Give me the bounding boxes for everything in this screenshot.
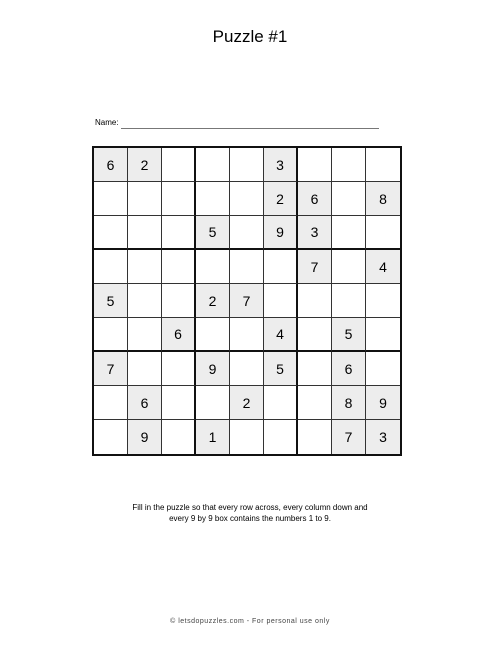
sudoku-cell[interactable]	[94, 182, 128, 216]
sudoku-cell[interactable]	[196, 250, 230, 284]
sudoku-cell[interactable]: 8	[332, 386, 366, 420]
sudoku-cell[interactable]	[162, 352, 196, 386]
sudoku-cell[interactable]	[366, 352, 400, 386]
sudoku-cell[interactable]	[298, 284, 332, 318]
sudoku-cell[interactable]	[128, 216, 162, 250]
footer-copyright: © letsdopuzzles.com - For personal use only	[170, 618, 330, 625]
sudoku-cell[interactable]	[230, 420, 264, 454]
sudoku-cell[interactable]: 4	[366, 250, 400, 284]
sudoku-cell[interactable]	[128, 318, 162, 352]
sudoku-cell[interactable]	[94, 216, 128, 250]
sudoku-cell[interactable]	[230, 148, 264, 182]
sudoku-cell[interactable]	[162, 250, 196, 284]
sudoku-cell[interactable]	[332, 148, 366, 182]
sudoku-cell[interactable]	[162, 148, 196, 182]
sudoku-cell[interactable]: 5	[196, 216, 230, 250]
sudoku-cell[interactable]: 8	[366, 182, 400, 216]
page-title: Puzzle #1	[212, 27, 288, 46]
sudoku-cell[interactable]	[94, 250, 128, 284]
sudoku-cell[interactable]	[94, 318, 128, 352]
sudoku-cell[interactable]	[230, 250, 264, 284]
sudoku-cell[interactable]	[196, 182, 230, 216]
sudoku-cell[interactable]: 2	[264, 182, 298, 216]
name-line[interactable]	[121, 119, 379, 129]
sudoku-cell[interactable]	[264, 284, 298, 318]
sudoku-cell[interactable]	[230, 318, 264, 352]
sudoku-cell[interactable]	[230, 182, 264, 216]
sudoku-cell[interactable]	[94, 420, 128, 454]
sudoku-cell[interactable]: 3	[298, 216, 332, 250]
sudoku-cell[interactable]	[162, 284, 196, 318]
sudoku-cell[interactable]: 1	[196, 420, 230, 454]
sudoku-cell[interactable]	[196, 318, 230, 352]
sudoku-cell[interactable]	[128, 284, 162, 318]
sudoku-cell[interactable]: 6	[332, 352, 366, 386]
sudoku-cell[interactable]	[332, 216, 366, 250]
name-label: Name:	[95, 118, 119, 127]
sudoku-cell[interactable]	[298, 386, 332, 420]
sudoku-cell[interactable]	[162, 216, 196, 250]
sudoku-grid	[92, 146, 402, 456]
sudoku-cell[interactable]	[298, 420, 332, 454]
sudoku-cell[interactable]: 5	[94, 284, 128, 318]
sudoku-cell[interactable]: 2	[230, 386, 264, 420]
sudoku-cell[interactable]	[128, 352, 162, 386]
sudoku-cell[interactable]	[332, 182, 366, 216]
sudoku-cell[interactable]: 3	[366, 420, 400, 454]
sudoku-cell[interactable]	[366, 216, 400, 250]
sudoku-cell[interactable]: 3	[264, 148, 298, 182]
sudoku-cell[interactable]	[162, 420, 196, 454]
sudoku-cell[interactable]: 6	[162, 318, 196, 352]
sudoku-cell[interactable]: 2	[128, 148, 162, 182]
name-field-row	[95, 117, 379, 129]
sudoku-cell[interactable]	[128, 250, 162, 284]
sudoku-cell[interactable]	[162, 386, 196, 420]
sudoku-cell[interactable]	[332, 284, 366, 318]
sudoku-cell[interactable]: 7	[332, 420, 366, 454]
sudoku-cell[interactable]	[264, 420, 298, 454]
sudoku-cell[interactable]: 9	[196, 352, 230, 386]
sudoku-cell[interactable]	[366, 148, 400, 182]
instructions-line-1: Fill in the puzzle so that every row across, every column down and	[132, 503, 368, 512]
sudoku-cell[interactable]	[264, 250, 298, 284]
sudoku-cell[interactable]: 9	[128, 420, 162, 454]
sudoku-cell[interactable]	[230, 216, 264, 250]
sudoku-cell[interactable]	[332, 250, 366, 284]
sudoku-cell[interactable]	[298, 352, 332, 386]
sudoku-cell[interactable]	[162, 182, 196, 216]
sudoku-cell[interactable]: 6	[128, 386, 162, 420]
instructions-line-2: every 9 by 9 box contains the numbers 1 to 9.	[169, 514, 331, 523]
sudoku-cell[interactable]	[298, 148, 332, 182]
sudoku-cell[interactable]	[366, 284, 400, 318]
sudoku-cell[interactable]	[230, 352, 264, 386]
sudoku-cell[interactable]	[298, 318, 332, 352]
sudoku-cell[interactable]: 6	[298, 182, 332, 216]
sudoku-cell[interactable]: 2	[196, 284, 230, 318]
sudoku-cell[interactable]: 6	[94, 148, 128, 182]
sudoku-cell[interactable]	[196, 148, 230, 182]
sudoku-cell[interactable]: 7	[298, 250, 332, 284]
sudoku-cell[interactable]: 9	[366, 386, 400, 420]
sudoku-cell[interactable]	[94, 386, 128, 420]
sudoku-cell[interactable]: 4	[264, 318, 298, 352]
sudoku-cell[interactable]	[366, 318, 400, 352]
sudoku-cell[interactable]: 9	[264, 216, 298, 250]
sudoku-cell[interactable]	[128, 182, 162, 216]
sudoku-cell[interactable]: 7	[94, 352, 128, 386]
sudoku-cell[interactable]: 5	[332, 318, 366, 352]
sudoku-cell[interactable]: 7	[230, 284, 264, 318]
sudoku-cell[interactable]	[264, 386, 298, 420]
sudoku-cell[interactable]	[196, 386, 230, 420]
sudoku-cell[interactable]: 5	[264, 352, 298, 386]
instructions	[0, 502, 500, 524]
